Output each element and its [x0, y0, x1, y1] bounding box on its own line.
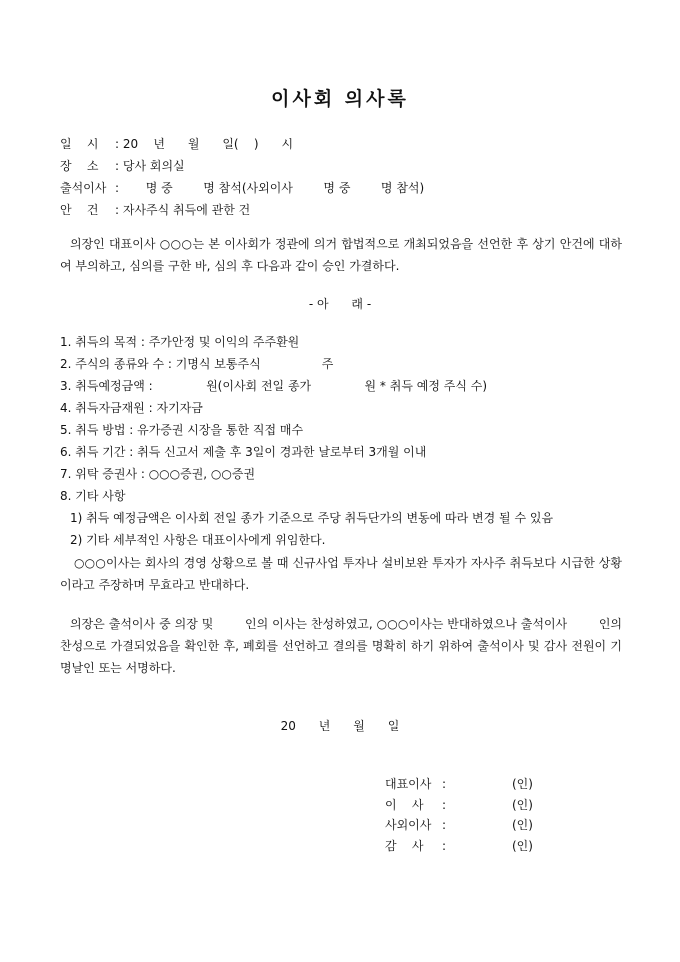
- seal-mark: (인): [512, 818, 533, 832]
- meta-row-place: [60, 155, 620, 177]
- meta-value: : 명 중 명 참석(사외이사 명 중 명 참석): [115, 181, 425, 195]
- signature-role: 감 사: [385, 838, 424, 853]
- list-item: 3. 취득예정금액 : 원(이사회 전일 종가 원 * 취득 예정 주식 수): [60, 379, 488, 393]
- seal-mark: (인): [512, 777, 533, 791]
- list-item: 1. 취득의 목적 : 주가안정 및 이익의 주주환원: [60, 335, 300, 349]
- list-item: 7. 위탁 증권사 : ○○○증권, ○○증권: [60, 467, 256, 481]
- signature-block: [385, 774, 585, 856]
- seal-mark: (인): [512, 838, 533, 853]
- list-item: 2. 주식의 종류와 수 : 기명식 보통주식 주: [60, 357, 334, 371]
- meta-value: : 20 년 월 일( ) 시: [115, 137, 294, 151]
- meta-label: 장 소: [60, 159, 99, 173]
- section-separator: - 아 래 -: [308, 297, 372, 311]
- intro-paragraph: 의장인 대표이사 ○○○는 본 이사회가 정관에 의거 합법적으로 개최되었음을 선언한 후 상기 안건에 대하여 부의하고, 심의를 구한 바, 심의 후 다음과 같이 승인 가결하다.: [60, 237, 622, 273]
- seal-mark: (인): [512, 797, 533, 812]
- signature-colon: :: [442, 797, 447, 812]
- signature-colon: :: [442, 818, 447, 832]
- list-item: 6. 취득 기간 : 취득 신고서 제출 후 3일이 경과한 날로부터 3개월 이내: [60, 445, 427, 459]
- objection-paragraph: ○○○이사는 회사의 경영 상황으로 볼 때 신규사업 투자나 설비보완 투자가 자사주 취득보다 시급한 상황이라고 주장하며 무효라고 반대하다.: [60, 556, 622, 592]
- signature-colon: :: [442, 777, 447, 791]
- signature-row: [385, 774, 585, 795]
- meta-label: 일 시: [60, 137, 99, 151]
- meta-row-datetime: [60, 133, 620, 155]
- page-title: 이사회 의사록: [271, 88, 409, 110]
- closing-paragraph: 의장은 출석이사 중 의장 및 인의 이사는 찬성하였고, ○○○이사는 반대하였으나 출석이사 인의 찬성으로 가결되었음을 확인한 후, 폐회를 선언하고 결의를 명확히 하기 위하여 출석이사 및 감사 전원이 기명날인 또는 서명하다.: [60, 617, 626, 675]
- signature-row: [385, 836, 585, 857]
- resolution-items: [60, 331, 630, 551]
- signature-row: [385, 815, 585, 836]
- signature-colon: :: [442, 838, 447, 853]
- meta-value: : 당사 회의실: [115, 159, 185, 173]
- date-line: 20 년 월 일: [280, 719, 400, 733]
- list-item: 8. 기타 사항: [60, 489, 126, 503]
- signature-row: [385, 795, 585, 816]
- meeting-info: [60, 133, 620, 221]
- meta-value: : 자사주식 취득에 관한 건: [115, 203, 251, 217]
- sub-list-item: 2) 기타 세부적인 사항은 대표이사에게 위임한다.: [70, 533, 326, 547]
- meta-label: 안 건: [60, 203, 99, 217]
- meta-row-agenda: [60, 199, 620, 221]
- list-item: 5. 취득 방법 : 유가증권 시장을 통한 직접 매수: [60, 423, 304, 437]
- signature-role: 사외이사: [385, 818, 432, 832]
- signature-role: 대표이사: [385, 777, 432, 791]
- sub-list-item: 1) 취득 예정금액은 이사회 전일 종가 기준으로 주당 취득단가의 변동에 따라 변경 될 수 있음: [70, 511, 554, 525]
- signature-role: 이 사: [385, 797, 424, 812]
- list-item: 4. 취득자금재원 : 자기자금: [60, 401, 203, 415]
- meta-label: 출석이사: [60, 181, 107, 195]
- meta-row-attendance: [60, 177, 620, 199]
